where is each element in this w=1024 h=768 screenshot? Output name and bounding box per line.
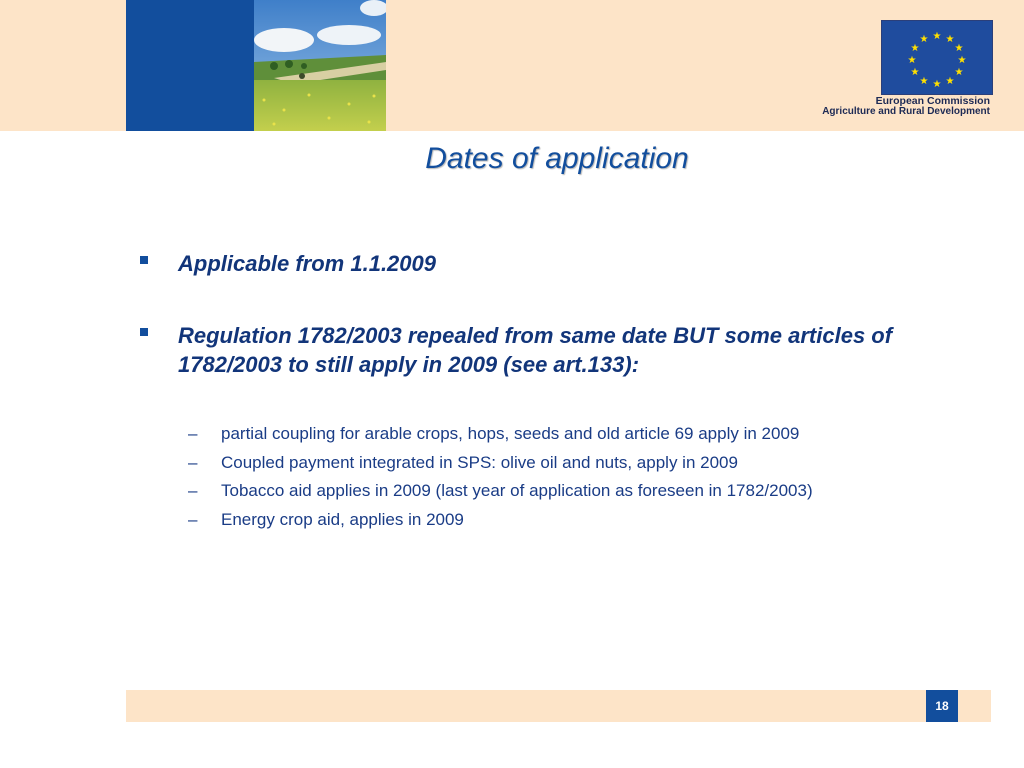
svg-text:★: ★ <box>910 67 920 78</box>
svg-text:★: ★ <box>954 67 964 78</box>
header-blue-block <box>126 0 254 131</box>
svg-text:★: ★ <box>957 55 967 66</box>
svg-text:★: ★ <box>919 76 929 87</box>
sub-bullet-text: Energy crop aid, applies in 2009 <box>221 510 464 529</box>
slide-title: Dates of application <box>425 142 689 175</box>
eu-flag-icon <box>881 20 993 95</box>
dash-marker: – <box>188 510 198 529</box>
svg-text:★: ★ <box>932 79 942 90</box>
landscape-image <box>254 0 386 131</box>
sub-bullet-text: Coupled payment integrated in SPS: olive oil and nuts, apply in 2009 <box>221 453 738 472</box>
dash-marker: – <box>188 481 198 500</box>
square-bullet-icon <box>140 256 148 264</box>
bullet-text: Applicable from 1.1.2009 <box>178 251 436 276</box>
svg-text:★: ★ <box>910 43 920 54</box>
european-commission-logo <box>822 20 992 120</box>
svg-text:★: ★ <box>945 76 955 87</box>
dash-marker: – <box>188 453 198 472</box>
bullet-text: Regulation 1782/2003 repealed from same date BUT some articles of 1782/2003 to still apply in 2009 (see art.133): <box>178 323 893 377</box>
svg-text:★: ★ <box>954 43 964 54</box>
svg-text:★: ★ <box>919 34 929 45</box>
sub-bullet-text: partial coupling for arable crops, hops, seeds and old article 69 apply in 2009 <box>221 424 800 443</box>
dash-marker: – <box>188 424 198 443</box>
sub-bullet-text: Tobacco aid applies in 2009 (last year of application as foreseen in 1782/2003) <box>221 481 813 500</box>
square-bullet-icon <box>140 328 148 336</box>
svg-text:★: ★ <box>932 31 942 42</box>
svg-text:★: ★ <box>907 55 917 66</box>
logo-text-line1: European Commission <box>875 95 990 107</box>
footer-band <box>126 690 991 722</box>
page-number: 18 <box>926 690 958 722</box>
logo-text-line2: Agriculture and Rural Development <box>822 106 990 117</box>
svg-text:★: ★ <box>945 34 955 45</box>
